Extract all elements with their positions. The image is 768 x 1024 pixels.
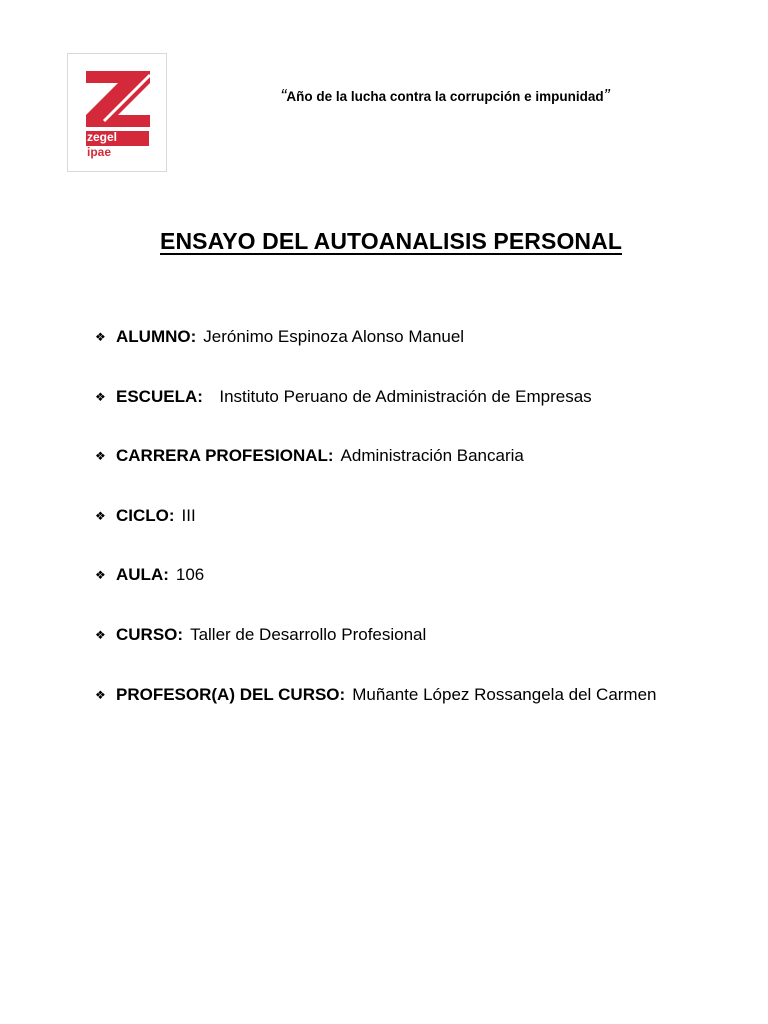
logo-text-zegel: zegel <box>86 131 149 146</box>
motto-close-quote: ” <box>603 86 610 106</box>
info-label: CARRERA PROFESIONAL: <box>116 446 334 466</box>
diamond-bullet-icon: ❖ <box>95 449 106 464</box>
diamond-bullet-icon: ❖ <box>95 687 106 702</box>
info-value: Instituto Peruano de Administración de Empresas <box>209 386 592 406</box>
diamond-bullet-icon: ❖ <box>95 389 106 404</box>
info-value: Muñante López Rossangela del Carmen <box>352 684 657 704</box>
info-value: Administración Bancaria <box>340 446 524 466</box>
info-value: Taller de Desarrollo Profesional <box>190 624 427 644</box>
info-label: PROFESOR(A) DEL CURSO: <box>116 684 346 704</box>
info-item-escuela <box>95 386 657 446</box>
info-label: CURSO: <box>116 624 184 644</box>
diamond-bullet-icon: ❖ <box>95 330 106 344</box>
info-value: Jerónimo Espinoza Alonso Manuel <box>203 327 465 346</box>
motto-text: Año de la lucha contra la corrupción e impunidad <box>286 89 604 104</box>
logo-text-ipae: ipae <box>87 145 112 159</box>
institution-logo <box>67 53 167 172</box>
diamond-bullet-icon: ❖ <box>95 627 106 642</box>
info-label: AULA: <box>116 565 169 585</box>
info-item-carrera <box>95 445 657 505</box>
diamond-bullet-icon: ❖ <box>95 508 106 523</box>
info-item-ciclo <box>95 505 657 565</box>
info-value: III <box>181 505 196 525</box>
info-item-curso <box>95 624 657 684</box>
info-label: ALUMNO: <box>116 327 197 346</box>
info-label: CICLO: <box>116 505 175 525</box>
document-title: ENSAYO DEL AUTOANALISIS PERSONAL <box>160 228 622 254</box>
year-motto <box>0 86 768 107</box>
info-list <box>95 326 657 743</box>
info-label: ESCUELA: <box>116 386 203 406</box>
info-item-aula <box>95 564 657 624</box>
diamond-bullet-icon: ❖ <box>95 568 106 583</box>
info-item-alumno <box>95 326 657 386</box>
info-value: 106 <box>175 565 205 585</box>
motto-open-quote: “ <box>280 86 287 106</box>
info-item-profesor <box>95 684 657 744</box>
